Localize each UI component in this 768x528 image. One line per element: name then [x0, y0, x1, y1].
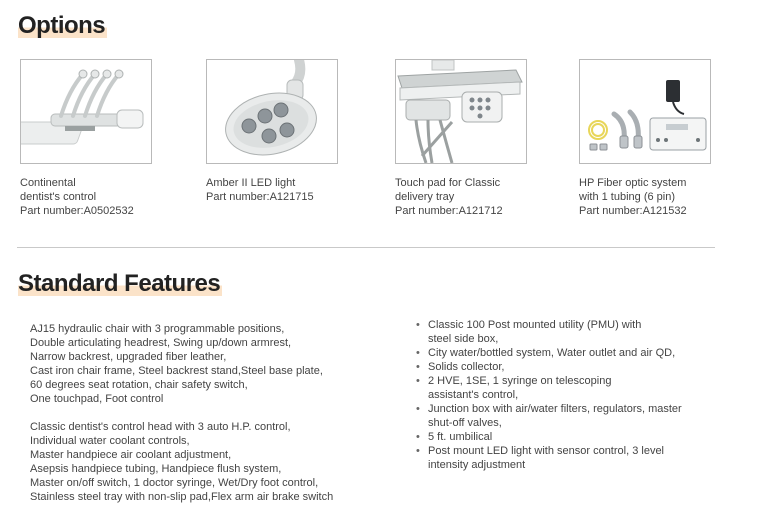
- bullet-line: • 5 ft. umbilical: [428, 431, 493, 443]
- option-card-led-light: [206, 59, 366, 204]
- option-name-line1: Continental: [20, 177, 76, 189]
- led-light-image: [206, 59, 338, 164]
- option-name-line1: Amber II LED light: [206, 177, 296, 189]
- bullet-line: • Classic 100 Post mounted utility (PMU) with: [428, 319, 642, 331]
- option-part-number: Part number:A121712: [395, 205, 503, 217]
- option-name-line2: with 1 tubing (6 pin): [579, 191, 675, 203]
- feature-line: AJ15 hydraulic chair with 3 programmable positions,: [30, 323, 285, 335]
- feature-line: One touchpad, Foot control: [30, 393, 164, 405]
- option-caption: [395, 176, 555, 218]
- bullet-line: • 2 HVE, 1SE, 1 syringe on telescoping: [428, 375, 612, 387]
- bullet-line: assistant's control,: [428, 389, 519, 401]
- option-name-line2: dentist's control: [20, 191, 97, 203]
- dentist-control-image: [20, 59, 152, 164]
- options-heading: Options: [18, 12, 106, 39]
- option-part-number: Part number:A121715: [206, 191, 314, 203]
- feature-line: Cast iron chair frame, Steel backrest stand,Steel base plate,: [30, 365, 323, 377]
- feature-line: Narrow backrest, upgraded fiber leather,: [30, 351, 227, 363]
- option-part-number: Part number:A121532: [579, 205, 687, 217]
- list-item: [414, 374, 734, 402]
- bullet-line: shut-off valves,: [428, 417, 502, 429]
- option-caption: [579, 176, 739, 218]
- list-item: [414, 346, 734, 360]
- feature-line: Stainless steel tray with non-slip pad,Flex arm air brake switch: [30, 491, 334, 503]
- feature-line: Classic dentist's control head with 3 auto H.P. control,: [30, 421, 291, 433]
- bullet-line: • City water/bottled system, Water outlet and air QD,: [428, 347, 676, 359]
- standard-features-heading: Standard Features: [18, 270, 221, 297]
- option-card-dentist-control: [20, 59, 180, 218]
- list-item: [414, 430, 734, 444]
- bullet-line: • Solids collector,: [428, 361, 505, 373]
- option-name-line2: delivery tray: [395, 191, 455, 203]
- option-card-fiber-optic: [579, 59, 739, 218]
- feature-line: Double articulating headrest, Swing up/down armrest,: [30, 337, 292, 349]
- option-caption: [206, 176, 366, 204]
- feature-line: Asepsis handpiece tubing, Handpiece flush system,: [30, 463, 282, 475]
- list-item: [414, 402, 734, 430]
- feature-line: 60 degrees seat rotation, chair safety switch,: [30, 379, 248, 391]
- utility-features-list: [414, 318, 734, 472]
- list-item: [414, 444, 734, 472]
- option-name-line1: HP Fiber optic system: [579, 177, 687, 189]
- option-name-line1: Touch pad for Classic: [395, 177, 501, 189]
- list-item: [414, 360, 734, 374]
- option-part-number: Part number:A0502532: [20, 205, 134, 217]
- feature-line: Master handpiece air coolant adjustment,: [30, 449, 232, 461]
- option-card-touch-pad: [395, 59, 555, 218]
- control-head-features-block: [30, 420, 390, 504]
- bullet-line: • Junction box with air/water filters, regulators, master: [428, 403, 682, 415]
- list-item: [414, 318, 734, 346]
- chair-features-block: [30, 322, 390, 406]
- section-divider: [17, 247, 715, 248]
- fiber-optic-image: [579, 59, 711, 164]
- bullet-line: • Post mount LED light with sensor control, 3 level: [428, 445, 665, 457]
- bullet-line: intensity adjustment: [428, 459, 526, 471]
- option-caption: [20, 176, 180, 218]
- feature-line: Individual water coolant controls,: [30, 435, 190, 447]
- feature-line: Master on/off switch, 1 doctor syringe, Wet/Dry foot control,: [30, 477, 319, 489]
- bullet-line: steel side box,: [428, 333, 499, 345]
- touch-pad-image: [395, 59, 527, 164]
